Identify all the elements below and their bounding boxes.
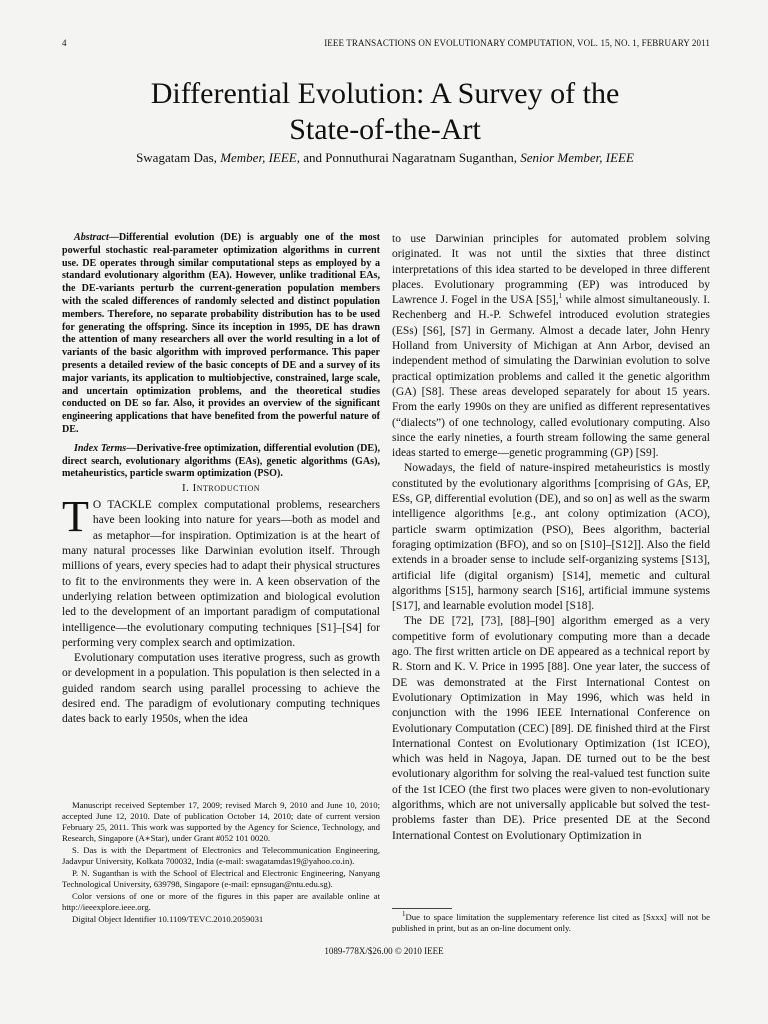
author-2: Ponnuthurai Nagaratnam Suganthan, <box>325 150 517 165</box>
footnote-doi: Digital Object Identifier 10.1109/TEVC.2010.2059031 <box>72 914 264 924</box>
right-column <box>392 232 710 844</box>
footnote-suganthan: P. N. Suganthan is with the School of Electrical and Electronic Engineering, Nanyang Technological University, 639798, Singapore (e-mail: epnsugan@ntu.edu.sg). <box>62 868 380 889</box>
paper-title <box>60 76 710 148</box>
index-terms-label: Index Terms <box>74 442 127 454</box>
index-terms <box>62 443 380 481</box>
section-number: I. <box>181 482 190 495</box>
footnote-rule <box>392 908 452 909</box>
page-number: 4 <box>62 38 67 48</box>
footnote-das: S. Das is with the Department of Electronics and Telecommunication Engineering, Jadavpur University, Kolkata 700032, India (e-mail: swagatamdas19@yahoo.co.in). <box>62 845 380 866</box>
title-line-2: State-of-the-Art <box>289 113 481 146</box>
abstract <box>62 232 380 437</box>
title-line-1: Differential Evolution: A Survey of the <box>150 77 620 110</box>
footnote-1 <box>392 912 710 934</box>
author-1: Swagatam Das, <box>136 150 217 165</box>
running-head: IEEE TRANSACTIONS ON EVOLUTIONARY COMPUTATION, VOL. 15, NO. 1, FEBRUARY 2011 <box>324 38 710 48</box>
author-1-role: Member, IEEE, <box>220 150 300 165</box>
author-conjunction: and <box>303 150 322 165</box>
intro-paragraph-3a: to use Darwinian principles for automated problem solving originated. It was not until the sixties that three distinct interpretations of this idea started to be developed in three different places. Evolutionary programming (EP) was introduced by Lawrence J. Fogel in the USA [S5], <box>392 233 710 307</box>
abstract-text: —Differential evolution (DE) is arguably one of the most powerful stochastic real-parameter optimization algorithms in current use. DE operates through similar computational steps as employed by a standard evolutionary algorithm (EA). However, unlike traditional EAs, the DE-variants perturb the current-generation population members with the scaled differences of randomly selected and distinct population members. Therefore, no separate probability distribution has to be used for generating the offspring. Since its inception in 1995, DE has drawn the attention of many researchers all over the world resulting in a lot of variants of the basic algorithm with improved performance. This paper presents a detailed review of the basic concepts of DE and a survey of its major variants, its application to multiobjective, constrained, large scale, and uncertain optimization problems, and the theoretical studies conducted on DE so far. Also, it provides an overview of the significant engineering applications that have benefited from the powerful nature of DE. <box>62 232 380 435</box>
footnote-1-text: Due to space limitation the supplementary reference list cited as [Sxxx] will not be published in print, but as an on-line document only. <box>392 912 710 933</box>
footnote-1-mark: 1 <box>402 910 406 919</box>
intro-paragraph-2: Evolutionary computation uses iterative progress, such as growth or development in a population. This population is then selected in a guided random search using parallel processing to achieve the desired end. The paradigm of evolutionary computing techniques dates back to early 1950s, when the idea <box>62 652 380 726</box>
footnote-color: Color versions of one or more of the figures in this paper are available online at http://ieeexplore.ieee.org. <box>62 891 380 912</box>
footnote-marker[interactable]: 1 <box>558 292 563 301</box>
intro-paragraph-4: Nowadays, the field of nature-inspired metaheuristics is mostly constituted by the evolutionary algorithms [comprising of GAs, EP, ESs, GP, differential evolution (DE), and so on] as well as the swarm intelligence algorithms [e.g., ant colony optimization (ACO), particle swarm optimization (PSO), Bees algorithm, bacterial foraging optimization (BFO), and so on [S10]–[S12]]. Also the field extends in a broader sense to include self-organizing systems [S13], artificial life (digital organism) [S14], memetic and cultural algorithms [S15], harmony search [S16], artificial immune systems [S17], and learnable evolution model [S18]. <box>392 462 710 613</box>
intro-paragraph-5: The DE [72], [73], [88]–[90] algorithm emerged as a very competitive form of evolutionary computing more than a decade ago. The first written article on DE appeared as a technical report by R. Storn and K. V. Price in 1995 [88]. One year later, the success of DE was demonstrated at the First International Contest on Evolutionary Optimization in May 1996, which was held in conjunction with the 1996 IEEE International Conference on Evolutionary Computation (CEC) [89]. DE finished third at the First International Contest on Evolutionary Optimization (1st ICEO), which was held in Nagoya, Japan. DE turned out to be the best evolutionary algorithm for solving the real-valued test function suite of the 1st ICEO (the first two places were given to non-evolutionary algorithms, which are not universally applicable but solved the test-problems faster than DE). Price presented DE at the Second International Contest on Evolutionary Optimization in <box>392 615 710 842</box>
intro-paragraph-3 <box>392 232 710 461</box>
author-2-role: Senior Member, IEEE <box>520 150 634 165</box>
copyright-line: 1089-778X/$26.00 © 2010 IEEE <box>324 946 444 956</box>
footnote-manuscript: Manuscript received September 17, 2009; revised March 9, 2010 and June 10, 2010; accepted June 12, 2010. Date of publication October 14, 2010; date of current version February 25, 2011. This work was supported by the Agency for Science, Technology, and Research, Singapore (A∗Star), under Grant #052 101 0020. <box>62 800 380 843</box>
abstract-label: Abstract <box>74 232 109 243</box>
first-page-footnotes <box>62 800 380 926</box>
intro-paragraph-1-text: O TACKLE complex computational problems, researchers have been looking into nature for years—both as model and as metaphor—for inspiration. Optimization is at the heart of many natural processes like Darwinian evolution itself. Through millions of years, every species had to adapt their physical structures to fit to the environments they were in. A keen observation of the underlying relation between optimization and biological evolution led to the development of an important paradigm of computational intelligence—the evolutionary computing techniques [S1]–[S4] for performing very complex search and optimization. <box>62 499 380 649</box>
intro-paragraph-1 <box>62 492 380 651</box>
index-terms-text: —Derivative-free optimization, differential evolution (DE), direct search, evolutionary algorithms (EAs), genetic algorithms (GAs), metaheuristics, particle swarm optimization (PSO). <box>62 442 380 480</box>
left-column <box>62 232 380 728</box>
intro-paragraph-3b: while almost simultaneously. I. Rechenberg and H.-P. Schwefel introduced evolution strategies (ESs) [S6], [S7] in Germany. Almost a decade later, John Henry Holland from University of Michigan at Ann Arbor, devised an independent method of simulating the Darwinian evolution to solve practical optimization problems and called it the genetic algorithm (GA) [S8]. These areas developed separately for about 15 years. From the early 1990s on they are unified as different representatives (“dialects”) of one technology, called evolutionary computing. Also since the early nineties, a fourth stream following the same general ideas started to emerge—genetic programming (GP) [S9]. <box>392 294 710 460</box>
section-title: Introduction <box>192 482 261 495</box>
section-heading <box>62 482 380 494</box>
author-line <box>60 150 710 166</box>
drop-cap: T <box>62 492 89 542</box>
